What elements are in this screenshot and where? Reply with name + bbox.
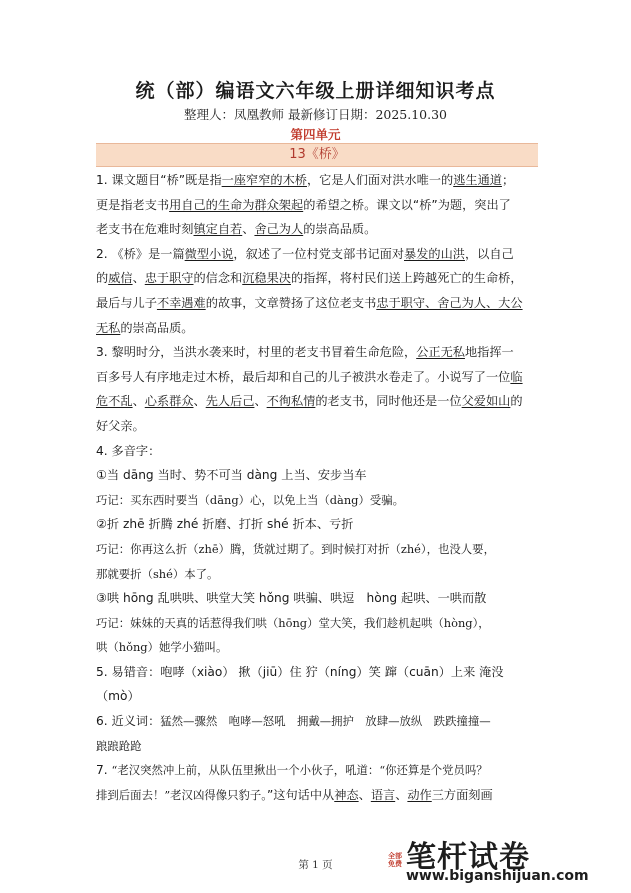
text-span: ③哄 hōng 乱哄哄、哄堂大笑 hǒng 哄骗、哄逗 hòng 起哄、一哄而散 xyxy=(96,591,487,606)
text-line xyxy=(96,660,540,685)
underlined-keyword: 无私 xyxy=(96,320,121,335)
text-span: 、 xyxy=(254,394,267,409)
underlined-keyword: 沉稳果决 xyxy=(242,271,291,286)
text-span: ，叙述了一位村党支部书记面对 xyxy=(233,246,405,261)
text-span: 的崇高品质。 xyxy=(120,320,194,335)
text-span: ②折 zhē 折腾 zhé 折磨、打折 shé 折本、亏折 xyxy=(96,517,354,532)
lesson-heading: 13《桥》 xyxy=(96,143,538,167)
text-span: 的 xyxy=(96,271,109,286)
text-line xyxy=(96,684,540,709)
serif-text-span: 巧记：你再这么折（zhē）腾，货就过期了。到时候打对折（zhé），也没人要， xyxy=(96,541,495,556)
underlined-keyword: 舍己为人 xyxy=(254,222,304,237)
text-line xyxy=(96,463,540,488)
text-line xyxy=(96,635,540,660)
underlined-keyword: 心系群众 xyxy=(144,394,194,409)
document-body xyxy=(96,168,540,807)
text-span: ”这句话中从 xyxy=(266,787,335,802)
text-line xyxy=(96,193,540,218)
document-title: 统（部）编语文六年级上册详细知识考点 xyxy=(135,80,496,102)
text-span: 的崇高品质。 xyxy=(303,222,377,237)
underlined-keyword: 微型小说 xyxy=(184,246,234,261)
text-span: 1. 课文题目“桥”既是指 xyxy=(96,173,222,187)
document-meta: 整理人：凤凰教师 最新修订日期：2025.10.30 xyxy=(183,107,448,122)
unit-heading: 第四单元 xyxy=(290,127,341,142)
text-span: 的故事，文章赞扬了这位老支书 xyxy=(205,295,377,310)
text-line xyxy=(96,414,540,439)
underlined-keyword: 公正无私 xyxy=(416,345,465,360)
serif-text-span: “老汉突然冲上前，从队伍里揪出一个小伙子，吼道：“你还算是个党员吗？ xyxy=(111,763,488,778)
text-span: 5. 易错音：咆哮（xiào） 揪（jiū）住 狞（níng）笑 蹿（cuān）上来 淹没 xyxy=(96,664,504,679)
text-span: 、 xyxy=(132,271,145,286)
text-span: 、 xyxy=(132,394,145,409)
text-line xyxy=(96,512,540,537)
text-span: 7. xyxy=(96,763,112,778)
text-span: 的信念和 xyxy=(193,271,243,286)
serif-text-span: 巧记：妹妹的天真的话惹得我们哄（hōng）堂大笑，我们趁机起哄（hòng）， xyxy=(96,615,490,630)
text-line xyxy=(96,562,540,587)
text-span: 、 xyxy=(193,394,206,409)
underlined-keyword: 父爱如山 xyxy=(461,394,511,409)
text-span: 更是指老支书 xyxy=(96,197,170,212)
text-span: 、 xyxy=(395,787,408,802)
text-span: 的 xyxy=(510,394,523,409)
serif-text-span: 那就要折（shé）本了。 xyxy=(96,566,219,581)
underlined-keyword: 忠于职守 xyxy=(144,271,194,286)
text-span: 、 xyxy=(242,222,255,237)
text-span: ，以自己 xyxy=(464,246,514,261)
watermark-name: 笔杆试卷 xyxy=(406,840,530,875)
text-line xyxy=(96,734,540,759)
underlined-keyword: 神态 xyxy=(334,787,359,802)
text-line xyxy=(96,488,540,513)
text-span: 的指挥，将村民们送上跨越死亡的生命桥， xyxy=(291,271,523,286)
text-span: 百多号人有序地走过木桥，最后却和自己的儿子被洪水卷走了。小说写了一位 xyxy=(96,369,511,384)
page-number: 第 1 页 xyxy=(298,859,333,871)
watermark-logo xyxy=(388,832,589,888)
text-line xyxy=(96,266,540,291)
text-line xyxy=(96,217,540,242)
underlined-keyword: 不幸遇难 xyxy=(156,295,206,310)
watermark-tag: 全部免费 xyxy=(388,852,402,868)
text-span: （mò） xyxy=(96,689,140,704)
text-span: 、 xyxy=(358,787,371,802)
underlined-keyword: 临 xyxy=(510,369,523,384)
watermark-url: www.biganshijuan.com xyxy=(406,868,589,884)
underlined-keyword: 镇定自若 xyxy=(193,222,243,237)
serif-text-span: 哄（hǒng）她学小猫叫。 xyxy=(96,640,228,655)
text-span: 6. 近义词： xyxy=(96,714,161,729)
underlined-keyword: 语言 xyxy=(370,787,396,802)
underlined-keyword: 用自己的生命为群众架起 xyxy=(169,197,304,212)
text-line xyxy=(96,168,540,193)
serif-text-span: 排到后面去！”老汉凶得像只豹子。 xyxy=(96,787,267,802)
text-span: 最后与儿子 xyxy=(96,295,157,310)
text-span: 4. 多音字： xyxy=(96,443,161,458)
underlined-keyword: 不徇私情 xyxy=(266,394,316,409)
text-line xyxy=(96,365,540,390)
text-line xyxy=(96,242,540,267)
text-line xyxy=(96,783,540,808)
text-span: 地指挥一 xyxy=(464,345,514,360)
underlined-keyword: 暴发的山洪 xyxy=(404,246,465,261)
underlined-keyword: 逃生通道 xyxy=(453,173,502,187)
text-line xyxy=(96,389,540,414)
text-span: 老支书在危难时刻 xyxy=(96,222,194,237)
text-span: 的希望之桥。课文以“桥”为题，突出了 xyxy=(303,197,511,212)
serif-text-span: 猛然—骤然 咆哮—怒吼 拥戴—拥护 放肆—放纵 跌跌撞撞— xyxy=(160,714,491,729)
underlined-keyword: 一座窄窄的木桥 xyxy=(221,173,307,187)
text-span: 好父亲。 xyxy=(96,418,145,433)
underlined-keyword: 先人后己 xyxy=(205,394,255,409)
underlined-keyword: 危不乱 xyxy=(96,394,133,409)
text-line xyxy=(96,316,540,341)
text-line xyxy=(96,758,540,783)
text-span: 3. 黎明时分，当洪水袭来时，村里的老支书冒着生命危险， xyxy=(96,345,417,360)
text-line xyxy=(96,586,540,611)
text-span: 的老支书，同时他还是一位 xyxy=(315,394,462,409)
text-span: ①当 dāng 当时、势不可当 dàng 上当、安步当车 xyxy=(96,468,367,483)
text-line xyxy=(96,537,540,562)
text-line xyxy=(96,611,540,636)
text-span: 三方面刻画 xyxy=(431,787,493,802)
text-line xyxy=(96,439,540,464)
text-span: 2. 《桥》是一篇 xyxy=(96,246,185,261)
serif-text-span: 巧记：买东西时要当（dāng）心，以免上当（dàng）受骗。 xyxy=(96,492,405,507)
text-span: ； xyxy=(501,173,515,187)
text-span: ，它是人们面对洪水唯一的 xyxy=(306,173,454,187)
underlined-keyword: 忠于职守、舍己为人、大公 xyxy=(376,295,523,310)
text-line xyxy=(96,340,540,365)
underlined-keyword: 威信 xyxy=(108,271,133,286)
text-line xyxy=(96,291,540,316)
text-line xyxy=(96,709,540,734)
underlined-keyword: 动作 xyxy=(407,787,432,802)
serif-text-span: 踉踉跄跄 xyxy=(96,738,142,753)
